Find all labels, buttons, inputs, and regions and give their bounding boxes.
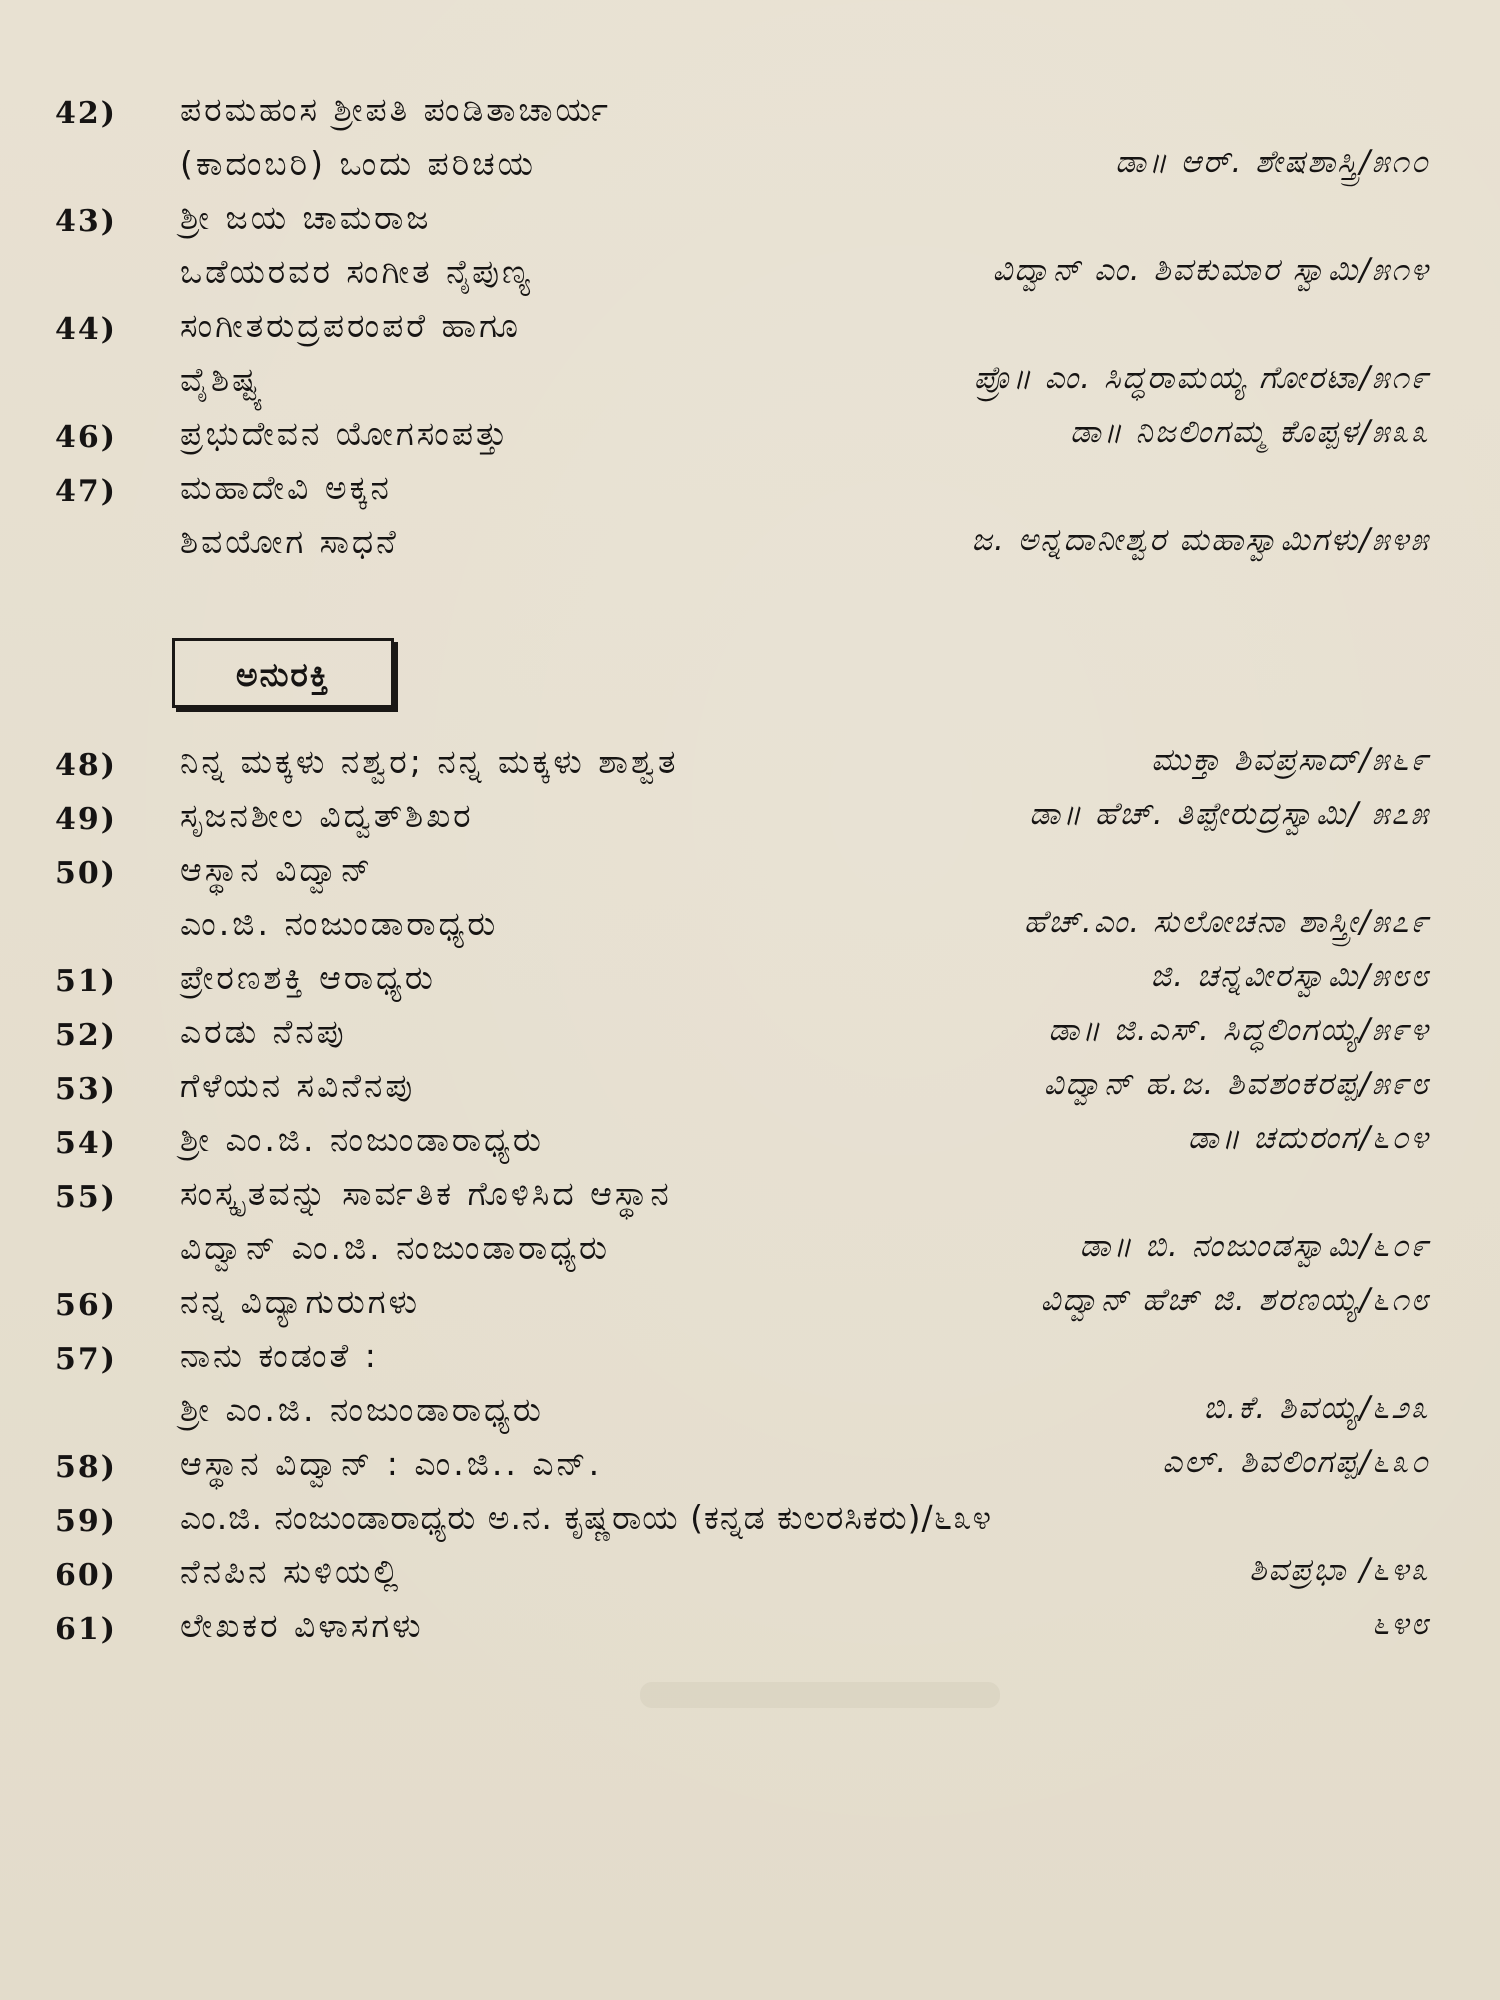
entry-title: ಪ್ರಭುದೇವನ ಯೋಗಸಂಪತ್ತು	[180, 414, 510, 453]
entry-number: 57)	[55, 1342, 117, 1377]
entry-line	[180, 1174, 1430, 1224]
entry-line	[180, 468, 1430, 518]
entry-title: ಎಂ.ಜಿ. ನಂಜುಂಡಾರಾಧ್ಯರು	[180, 904, 499, 943]
entry-line	[180, 1066, 1430, 1116]
entry-title: ಆಸ್ಥಾನ ವಿದ್ವಾನ್	[180, 850, 374, 889]
entry-line	[180, 1606, 1430, 1656]
entry-number: 58)	[55, 1450, 117, 1485]
entry-title: (ಕಾದಂಬರಿ) ಒಂದು ಪರಿಚಯ	[180, 144, 536, 183]
entry-number: 52)	[55, 1018, 117, 1053]
entry-title: ನನ್ನ ವಿದ್ಯಾಗುರುಗಳು	[180, 1282, 421, 1321]
entry-line	[180, 198, 1430, 248]
entry-title: ಗೆಳೆಯನ ಸವಿನೆನಪು	[180, 1066, 416, 1105]
entry-author: ವಿದ್ವಾನ್ ಹ.ಜ. ಶಿವಶಂಕರಪ್ಪ/೫೯೮	[1043, 1066, 1430, 1102]
entry-title: ಆಸ್ಥಾನ ವಿದ್ವಾನ್ : ಎಂ.ಜಿ.. ಎನ್.	[180, 1444, 603, 1483]
entry-author: ಜ. ಅನ್ನದಾನೀಶ್ವರ ಮಹಾಸ್ವಾಮಿಗಳು/೫೪೫	[971, 522, 1430, 558]
entry-author: ಬಿ.ಕೆ. ಶಿವಯ್ಯ/೬೨೩	[1203, 1390, 1430, 1426]
entry-author: ಎಲ್. ಶಿವಲಿಂಗಪ್ಪ/೬೩೦	[1162, 1444, 1430, 1480]
entry-line	[180, 1552, 1430, 1602]
entry-author: ಡಾ॥ ಆರ್. ಶೇಷಶಾಸ್ತ್ರಿ/೫೧೦	[1115, 144, 1430, 180]
entry-title: ಶ್ರೀ ಜಯ ಚಾಮರಾಜ	[180, 198, 432, 237]
entry-line	[180, 850, 1430, 900]
entry-number: 44)	[55, 312, 117, 347]
entry-number: 51)	[55, 964, 117, 999]
entry-line	[180, 414, 1430, 464]
entry-line	[180, 742, 1430, 792]
entry-number: 56)	[55, 1288, 117, 1323]
entry-line	[180, 958, 1430, 1008]
entry-author: ಡಾ॥ ಚದುರಂಗ/೬೦೪	[1188, 1120, 1430, 1156]
entry-title: ಲೇಖಕರ ವಿಳಾಸಗಳು	[180, 1606, 424, 1645]
entry-title: ನೆನಪಿನ ಸುಳಿಯಲ್ಲಿ	[180, 1552, 402, 1591]
entry-title: ಎಂ.ಜಿ. ನಂಜುಂಡಾರಾಧ್ಯರು ಅ.ನ. ಕೃಷ್ಣರಾಯ (ಕನ್ನಡ ಕುಲರಸಿಕರು)/೬೩೪	[180, 1498, 993, 1537]
entry-title: ನಾನು ಕಂಡಂತೆ :	[180, 1336, 379, 1375]
entry-number: 60)	[55, 1558, 117, 1593]
entry-number: 61)	[55, 1612, 117, 1647]
entry-line	[180, 796, 1430, 846]
entry-line	[180, 90, 1430, 140]
bleed-through-smudge	[640, 1682, 1000, 1708]
entry-number: 54)	[55, 1126, 117, 1161]
entry-title: ಮಹಾದೇವಿ ಅಕ್ಕನ	[180, 468, 392, 507]
entry-line	[180, 252, 1430, 302]
entry-author: ಮುಕ್ತಾ ಶಿವಪ್ರಸಾದ್/೫೬೯	[1151, 742, 1430, 778]
entry-number: 46)	[55, 420, 117, 455]
entry-title: ಸಂಸ್ಕೃತವನ್ನು ಸಾರ್ವತಿಕ ಗೊಳಿಸಿದ ಆಸ್ಥಾನ	[180, 1174, 672, 1213]
entry-number: 55)	[55, 1180, 117, 1215]
entry-title: ಪ್ರೇರಣಶಕ್ತಿ ಆರಾಧ್ಯರು	[180, 958, 436, 997]
entry-number: 43)	[55, 204, 117, 239]
entry-author: ಡಾ॥ ಜಿ.ಎಸ್. ಸಿದ್ಧಲಿಂಗಯ್ಯ/೫೯೪	[1048, 1012, 1430, 1048]
section-heading-box	[172, 638, 394, 708]
entry-line	[180, 306, 1430, 356]
entry-title: ಪರಮಹಂಸ ಶ್ರೀಪತಿ ಪಂಡಿತಾಚಾರ್ಯ	[180, 90, 611, 129]
entry-title: ಶ್ರೀ ಎಂ.ಜಿ. ನಂಜುಂಡಾರಾಧ್ಯರು	[180, 1120, 544, 1159]
entry-line	[180, 1120, 1430, 1170]
entry-line	[180, 1282, 1430, 1332]
entry-number: 53)	[55, 1072, 117, 1107]
entry-line	[180, 904, 1430, 954]
entry-number: 49)	[55, 802, 117, 837]
entry-line	[180, 1390, 1430, 1440]
entry-author: ಡಾ॥ ಹೆಚ್. ತಿಪ್ಪೇರುದ್ರಸ್ವಾಮಿ/ ೫೭೫	[1029, 796, 1430, 832]
entry-number: 47)	[55, 474, 117, 509]
entry-title: ಸಂಗೀತರುದ್ರಪರಂಪರೆ ಹಾಗೂ	[180, 306, 521, 345]
entry-number: 59)	[55, 1504, 117, 1539]
entry-line	[180, 522, 1430, 572]
entry-title: ವೈಶಿಷ್ಟ್ಯ	[180, 360, 266, 399]
entry-author: ಹೆಚ್.ಎಂ. ಸುಲೋಚನಾ ಶಾಸ್ತ್ರೀ/೫೭೯	[1023, 904, 1430, 940]
entry-author: ಜಿ. ಚನ್ನವೀರಸ್ವಾಮಿ/೫೮೮	[1150, 958, 1430, 994]
entry-line	[180, 144, 1430, 194]
entry-number: 42)	[55, 96, 117, 131]
entry-line	[180, 1444, 1430, 1494]
entry-number: 50)	[55, 856, 117, 891]
entry-line	[180, 1498, 1430, 1548]
entry-number: 48)	[55, 748, 117, 783]
entry-title: ವಿದ್ವಾನ್ ಎಂ.ಜಿ. ನಂಜುಂಡಾರಾಧ್ಯರು	[180, 1228, 610, 1267]
entry-line	[180, 1012, 1430, 1062]
entry-author: ವಿದ್ವಾನ್ ಹೆಚ್ ಜಿ. ಶರಣಯ್ಯ/೬೧೮	[1040, 1282, 1430, 1318]
entry-title: ಎರಡು ನೆನಪು	[180, 1012, 347, 1051]
entry-title: ಶಿವಯೋಗ ಸಾಧನೆ	[180, 522, 399, 561]
entry-title: ಒಡೆಯರವರ ಸಂಗೀತ ನೈಪುಣ್ಯ	[180, 252, 533, 291]
entry-title: ನಿನ್ನ ಮಕ್ಕಳು ನಶ್ವರ; ನನ್ನ ಮಕ್ಕಳು ಶಾಶ್ವತ	[180, 742, 679, 781]
entry-author: ಡಾ॥ ಬಿ. ನಂಜುಂಡಸ್ವಾಮಿ/೬೦೯	[1079, 1228, 1430, 1264]
entry-author: ಡಾ॥ ನಿಜಲಿಂಗಮ್ಮ ಕೊಪ್ಪಳ/೫೩೩	[1070, 414, 1430, 450]
entry-author: ಶಿವಪ್ರಭಾ /೬೪೩	[1249, 1552, 1430, 1588]
entry-line	[180, 360, 1430, 410]
entry-author: ವಿದ್ವಾನ್ ಎಂ. ಶಿವಕುಮಾರ ಸ್ವಾಮಿ/೫೧೪	[992, 252, 1430, 288]
entry-line	[180, 1228, 1430, 1278]
section-heading: ಅನುರಕ್ತಿ	[235, 655, 331, 694]
entry-author: ಪ್ರೊ॥ ಎಂ. ಸಿದ್ಧರಾಮಯ್ಯ ಗೋರಟಾ/೫೧೯	[973, 360, 1430, 396]
entry-title: ಶ್ರೀ ಎಂ.ಜಿ. ನಂಜುಂಡಾರಾಧ್ಯರು	[180, 1390, 544, 1429]
entry-author: ೬೪೮	[1371, 1606, 1430, 1642]
entry-line	[180, 1336, 1430, 1386]
entry-title: ಸೃಜನಶೀಲ ವಿದ್ವತ್‌ಶಿಖರ	[180, 796, 474, 835]
